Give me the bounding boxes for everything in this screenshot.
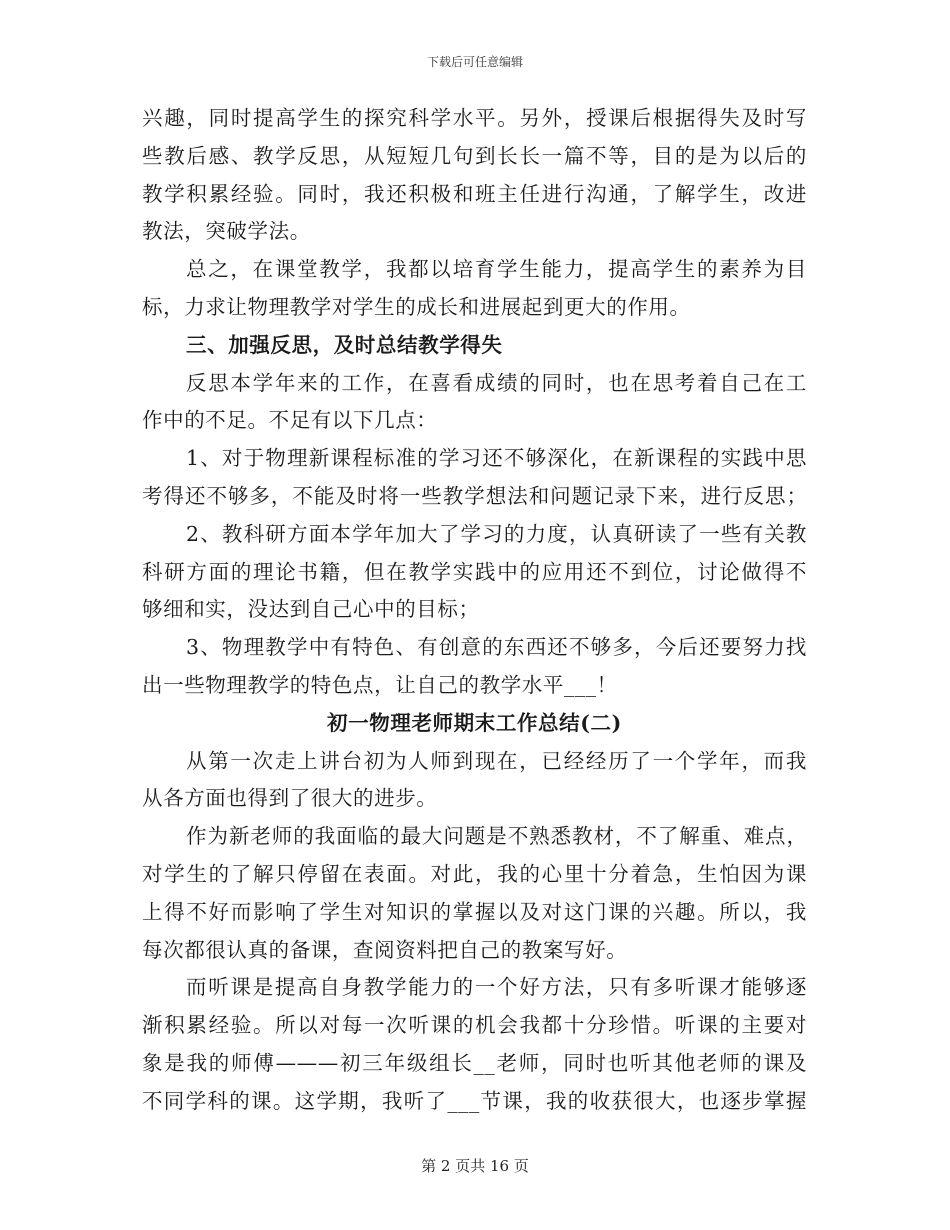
- text-line: 不同学科的课。这学期，我听了___节课，我的收获很大，也逐步掌握: [142, 1088, 807, 1113]
- text-line: 兴趣，同时提高学生的探究科学水平。另外，授课后根据得失及时写: [142, 106, 807, 130]
- text-line: 些教后感、教学反思，从短短几句到长长一篇不等，目的是为以后的: [142, 143, 807, 168]
- text-line: 3、物理教学中有特色、有创意的东西还不够多，今后还要努力找: [186, 635, 807, 660]
- document-title: 初一物理老师期末工作总结(二): [327, 710, 622, 735]
- text-line: 够细和实，没达到自己心中的目标；: [142, 597, 480, 622]
- text-line: 作中的不足。不足有以下几点：: [142, 408, 438, 433]
- page-header: 下载后可任意编辑: [426, 55, 523, 69]
- text-line: 标，力求让物理教学对学生的成长和进展起到更大的作用。: [142, 294, 691, 319]
- text-line: 从各方面也得到了很大的进步。: [142, 786, 438, 811]
- text-line: 教学积累经验。同时，我还积极和班主任进行沟通，了解学生，改进: [142, 181, 807, 206]
- document-body: [142, 100, 807, 1121]
- text-line: 总之，在课堂教学，我都以培育学生能力，提高学生的素养为目: [186, 257, 807, 282]
- text-line: 教法，突破学法。: [142, 219, 311, 244]
- text-line: 考得还不够多，不能及时将一些教学想法和问题记录下来，进行反思；: [142, 483, 807, 508]
- text-line: 出一些物理教学的特色点，让自己的教学水平___！: [142, 672, 618, 697]
- text-line: 对学生的了解只停留在表面。对此，我的心里十分着急，生怕因为课: [142, 861, 807, 886]
- text-line: 2、教科研方面本学年加大了学习的力度，认真研读了一些有关教: [186, 521, 807, 546]
- text-line: 1、对于物理新课程标准的学习还不够深化，在新课程的实践中思: [186, 446, 807, 471]
- text-line: 作为新老师的我面临的最大问题是不熟悉教材，不了解重、难点，: [186, 824, 807, 849]
- text-line: 而听课是提高自身教学能力的一个好方法，只有多听课才能够逐: [186, 975, 807, 1000]
- text-line: 反思本学年来的工作，在喜看成绩的同时，也在思考着自己在工: [186, 370, 807, 395]
- section-heading: 三、加强反思，及时总结教学得失: [186, 332, 503, 357]
- page-footer: 第 2 页共 16 页: [421, 1157, 529, 1175]
- text-line: 每次都很认真的备课，查阅资料把自己的教案写好。: [142, 937, 628, 962]
- text-line: 上得不好而影响了学生对知识的掌握以及对这门课的兴趣。所以，我: [142, 899, 807, 924]
- text-line: 从第一次走上讲台初为人师到现在，已经经历了一个学年，而我: [186, 748, 807, 773]
- text-line: 科研方面的理论书籍，但在教学实践中的应用还不到位，讨论做得不: [142, 559, 807, 584]
- text-line: 渐积累经验。所以对每一次听课的机会我都十分珍惜。听课的主要对: [142, 1013, 807, 1038]
- text-line: 象是我的师傅———初三年级组长__老师，同时也听其他老师的课及: [142, 1050, 807, 1075]
